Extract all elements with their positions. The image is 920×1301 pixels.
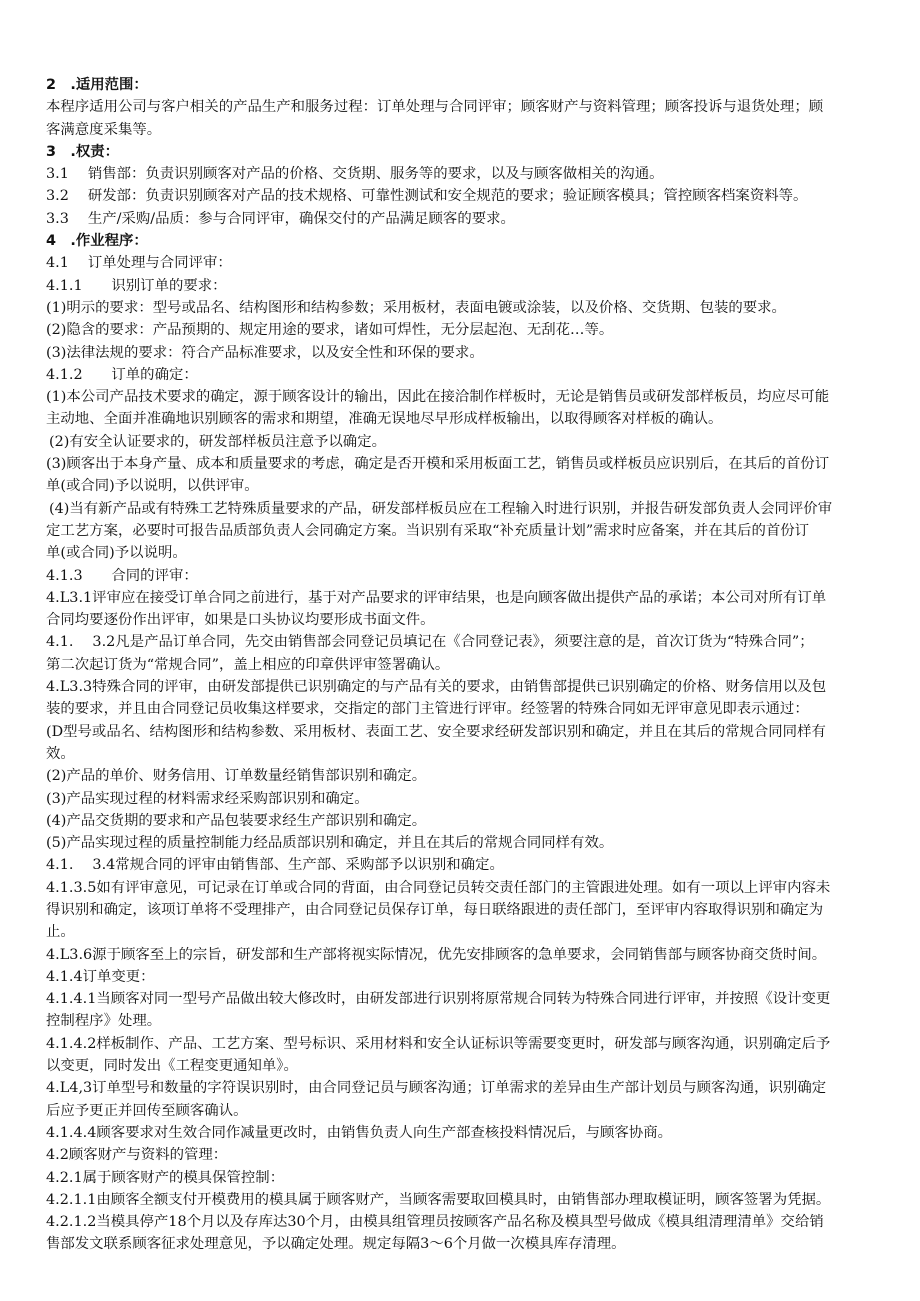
text-line: (2)产品的单价、财务信用、订单数量经销售部识别和确定。 (46, 768, 427, 785)
text-line: 得识别和确定，该项订单将不受理排产，由合同登记员保存订单，每日联络跟进的责任部门，至评审内容取得识别和确定为 (46, 901, 824, 918)
text-line: 3.3 生产/采购/品质：参与合同评审，确保交付的产品满足顾客的要求。 (46, 210, 515, 227)
text-line: 单(或合同)予以说明，以供评审。 (46, 478, 259, 495)
text-line: (3)顾客出于本身产量、成本和质量要求的考虑，确定是否开模和采用板面工艺，销售员或样板员应识别后，在其后的首份订 (46, 456, 830, 473)
text-line: (3)产品实现过程的材料需求经采购部识别和确定。 (46, 790, 369, 807)
text-line: 4.1.4.4顾客要求对生效合同作减量更改时，由销售负责人向生产部查核投料情况后，与顾客协商。 (46, 1124, 672, 1141)
text-line: (4)产品交货期的要求和产品包装要求经生产部识别和确定。 (46, 812, 427, 829)
text-line: 定工艺方案，必要时可报告品质部负责人会同确定方案。当识别有采取“补充质量计划”需求时应备案，并在其后的首份订 (46, 522, 810, 539)
text-line: 4.L3.3特殊合同的评审，由研发部提供已识别确定的与产品有关的要求，由销售部提供已识别确定的价格、财务信用以及包 (46, 679, 827, 696)
text-line: 4.1.3.5如有评审意见，可记录在订单或合同的背面，由合同登记员转交责任部门的主管跟进处理。如有一项以上评审内容未 (46, 879, 831, 896)
text-line: 控制程序》处理。 (46, 1013, 162, 1030)
text-line: 4.1.2 订单的确定： (46, 366, 198, 383)
text-line: 后应予更正并回传至顾客确认。 (46, 1102, 248, 1119)
text-line: 4.1. 3.4常规合同的评审由销售部、生产部、采购部予以识别和确定。 (46, 857, 504, 874)
text-line: 效。 (46, 745, 75, 762)
text-line: 4.2.1属于顾客财产的模具保管控制： (46, 1169, 285, 1186)
text-line: 3.1 销售部：负责识别顾客对产品的价格、交货期、服务等的要求，以及与顾客做相关的沟通。 (46, 166, 664, 183)
text-line: 合同均要逐份作出评审，如果是口头协议均要形成书面文件。 (46, 612, 435, 629)
section-heading: 2 .适用范围： (46, 77, 148, 93)
text-line: (2)有安全认证要求的，研发部样板员注意予以确定。 (49, 433, 386, 450)
text-line: 售部发文联系顾客征求处理意见，予以确定处理。规定每隔3～6个月做一次模具库存清理。 (46, 1236, 626, 1253)
text-line: 4.1.4.2样板制作、产品、工艺方案、型号标识、采用材料和安全认证标识等需要变更时，研发部与顾客沟通，识别确定后予 (46, 1035, 831, 1052)
text-line: 4.1.1 识别订单的要求： (46, 277, 227, 294)
section-heading: 3 .权责： (46, 143, 120, 160)
text-line: 4.2.1.1由顾客全额支付开模费用的模具属于顾客财产，当顾客需要取回模具时，由销售部办理取模证明，顾客签署为凭据。 (46, 1191, 831, 1208)
text-line: (5)产品实现过程的质量控制能力经品质部识别和确定，并且在其后的常规合同同样有效。 (46, 835, 614, 852)
text-line: 单(或合同)予以说明。 (46, 545, 187, 562)
text-line: 以变更，同时发出《工程变更通知单》。 (46, 1058, 298, 1075)
text-line: 第二次起订货为“常规合同”，盖上相应的印章供评审签署确认。 (46, 656, 450, 673)
text-line: (3)法律法规的要求：符合产品标准要求，以及安全性和环保的要求。 (46, 344, 484, 361)
text-line: 4.1 订单处理与合同评审： (46, 255, 232, 272)
text-line: 4.L4,3订单型号和数量的字符误识别时，由合同登记员与顾客沟通；订单需求的差异由生产部计划员与顾客沟通，识别确定 (46, 1080, 827, 1097)
text-line: 本程序适用公司与客户相关的产品生产和服务过程：订单处理与合同评审；顾客财产与资料管理；顾客投诉与退货处理；顾 (46, 99, 824, 116)
text-line: 4.L3.6源于顾客至上的宗旨，研发部和生产部将视实际情况，优先安排顾客的急单要求，会同销售部与顾客协商交货时间。 (46, 946, 827, 963)
text-line: 主动地、全面并准确地识别顾客的需求和期望，准确无误地尽早形成样板输出，以取得顾客对样板的确认。 (46, 411, 723, 428)
text-line: 4.1.4.1当顾客对同一型号产品做出较大修改时，由研发部进行识别将原常规合同转为特殊合同进行评审，并按照《设计变更 (46, 991, 831, 1008)
text-line: (2)隐含的要求：产品预期的、规定用途的要求，诸如可焊性，无分层起泡、无刮花…等。 (46, 322, 614, 339)
text-line: 装的要求，并且由合同登记员收集这样要求，交指定的部门主管进行评审。经签署的特殊合同如无评审意见即表示通过： (46, 701, 809, 718)
text-line: (1)明示的要求：型号或品名、结构图形和结构参数；采用板材，表面电镀或涂装，以及价格、交货期、包装的要求。 (46, 299, 786, 316)
text-line: (4)当有新产品或有特殊工艺特殊质量要求的产品，研发部样板员应在工程输入时进行识别，并报告研发部负责人会同评价审 (49, 500, 833, 517)
text-line: 4.1.3 合同的评审： (46, 567, 198, 584)
text-line: 客满意度采集等。 (46, 121, 162, 138)
text-line: (D型号或品名、结构图形和结构参数、采用板材、表面工艺、安全要求经研发部识别和确定，并且在其后的常规合同同样有 (46, 723, 826, 740)
text-line: (1)本公司产品技术要求的确定，源于顾客设计的输出，因此在接洽制作样板时，无论是销售员或研发部样板员，均应尽可能 (46, 389, 830, 406)
text-line: 4.2顾客财产与资料的管理： (46, 1147, 228, 1164)
text-line: 4.1.4订单变更： (46, 968, 155, 985)
text-line: 3.2 研发部：负责识别顾客对产品的技术规格、可靠性测试和安全规范的要求；验证顾客模具；管控顾客档案资料等。 (46, 188, 808, 205)
text-line: 止。 (46, 924, 75, 941)
text-line: 4.1. 3.2凡是产品订单合同，先交由销售部会同登记员填记在《合同登记表》，须要注意的是，首次订货为“特殊合同”； (46, 634, 814, 651)
text-line: 4.L3.1评审应在接受订单合同之前进行，基于对产品要求的评审结果，也是向顾客做出提供产品的承诺；本公司对所有订单 (46, 589, 827, 606)
document-page (46, 74, 884, 1256)
text-line: 4.2.1.2当模具停产18个月以及存库达30个月，由模具组管理员按顾客产品名称及模具型号做成《模具组清理清单》交给销 (46, 1214, 824, 1231)
section-heading: 4 .作业程序： (46, 233, 148, 250)
